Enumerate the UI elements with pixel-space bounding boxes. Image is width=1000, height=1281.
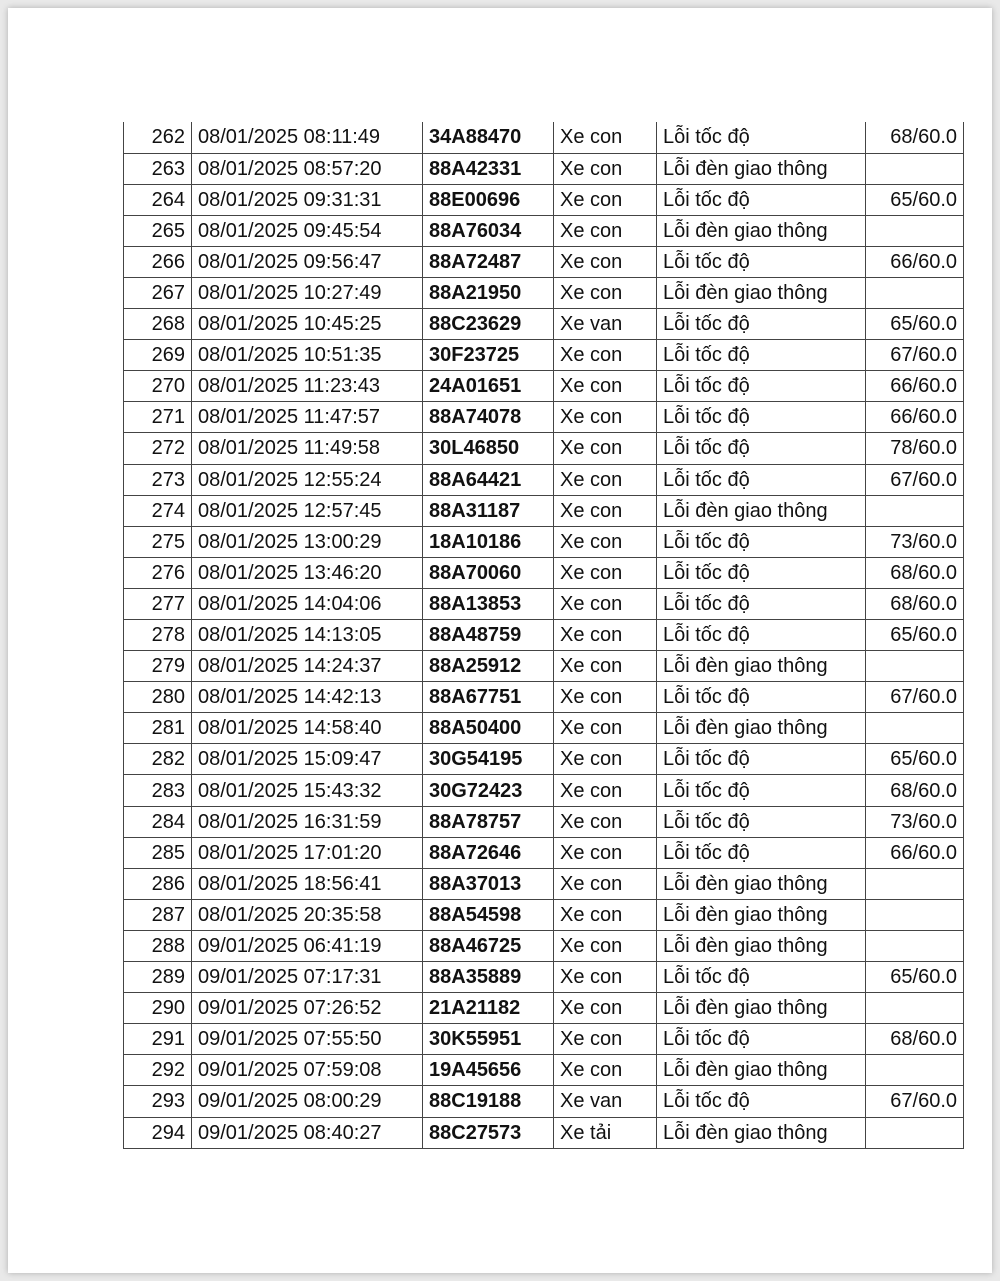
violation-type: Lỗi tốc độ (657, 526, 866, 557)
violation-time: 08/01/2025 15:09:47 (192, 744, 423, 775)
row-number: 274 (124, 495, 192, 526)
table-row (124, 837, 964, 868)
vehicle-type: Xe con (554, 371, 657, 402)
violation-time: 08/01/2025 14:13:05 (192, 620, 423, 651)
speed-reading (866, 651, 964, 682)
row-number: 292 (124, 1055, 192, 1086)
row-number: 268 (124, 309, 192, 340)
vehicle-type: Xe con (554, 713, 657, 744)
vehicle-type: Xe tải (554, 1117, 657, 1148)
violation-time: 08/01/2025 08:11:49 (192, 122, 423, 153)
violation-time: 09/01/2025 08:00:29 (192, 1086, 423, 1117)
violation-time: 08/01/2025 10:51:35 (192, 340, 423, 371)
table-row (124, 775, 964, 806)
table-row (124, 620, 964, 651)
license-plate: 88A76034 (423, 215, 554, 246)
vehicle-type: Xe con (554, 122, 657, 153)
violation-time: 08/01/2025 16:31:59 (192, 806, 423, 837)
violation-type: Lỗi tốc độ (657, 371, 866, 402)
vehicle-type: Xe con (554, 1055, 657, 1086)
speed-reading: 65/60.0 (866, 309, 964, 340)
table-row (124, 433, 964, 464)
license-plate: 30G72423 (423, 775, 554, 806)
violation-type: Lỗi đèn giao thông (657, 930, 866, 961)
table-row (124, 464, 964, 495)
speed-reading (866, 993, 964, 1024)
violation-time: 08/01/2025 09:31:31 (192, 184, 423, 215)
violation-time: 08/01/2025 12:57:45 (192, 495, 423, 526)
violation-time: 08/01/2025 20:35:58 (192, 899, 423, 930)
violation-time: 08/01/2025 11:47:57 (192, 402, 423, 433)
license-plate: 88A72646 (423, 837, 554, 868)
table-row (124, 744, 964, 775)
row-number: 264 (124, 184, 192, 215)
license-plate: 88A37013 (423, 868, 554, 899)
speed-reading: 73/60.0 (866, 806, 964, 837)
violation-time: 08/01/2025 09:45:54 (192, 215, 423, 246)
license-plate: 88A46725 (423, 930, 554, 961)
violation-time: 08/01/2025 14:58:40 (192, 713, 423, 744)
vehicle-type: Xe con (554, 868, 657, 899)
license-plate: 88A31187 (423, 495, 554, 526)
violation-type: Lỗi đèn giao thông (657, 868, 866, 899)
vehicle-type: Xe con (554, 215, 657, 246)
table-row (124, 993, 964, 1024)
table-row (124, 557, 964, 588)
vehicle-type: Xe con (554, 1024, 657, 1055)
vehicle-type: Xe con (554, 184, 657, 215)
violation-type: Lỗi tốc độ (657, 122, 866, 153)
violation-type: Lỗi tốc độ (657, 588, 866, 619)
license-plate: 88A42331 (423, 153, 554, 184)
violation-table (123, 122, 964, 1149)
speed-reading: 67/60.0 (866, 464, 964, 495)
violation-type: Lỗi đèn giao thông (657, 713, 866, 744)
license-plate: 24A01651 (423, 371, 554, 402)
license-plate: 88E00696 (423, 184, 554, 215)
speed-reading: 67/60.0 (866, 682, 964, 713)
speed-reading: 65/60.0 (866, 620, 964, 651)
violation-type: Lỗi tốc độ (657, 1086, 866, 1117)
vehicle-type: Xe con (554, 744, 657, 775)
violation-time: 08/01/2025 14:24:37 (192, 651, 423, 682)
row-number: 284 (124, 806, 192, 837)
row-number: 293 (124, 1086, 192, 1117)
violation-time: 08/01/2025 18:56:41 (192, 868, 423, 899)
table-row (124, 309, 964, 340)
speed-reading: 68/60.0 (866, 557, 964, 588)
row-number: 282 (124, 744, 192, 775)
table-row (124, 868, 964, 899)
license-plate: 30F23725 (423, 340, 554, 371)
table-row (124, 588, 964, 619)
violation-type: Lỗi đèn giao thông (657, 277, 866, 308)
violation-time: 08/01/2025 08:57:20 (192, 153, 423, 184)
row-number: 271 (124, 402, 192, 433)
violation-time: 08/01/2025 15:43:32 (192, 775, 423, 806)
table-row (124, 340, 964, 371)
row-number: 262 (124, 122, 192, 153)
row-number: 281 (124, 713, 192, 744)
table-row (124, 526, 964, 557)
speed-reading: 66/60.0 (866, 246, 964, 277)
violation-type: Lỗi đèn giao thông (657, 153, 866, 184)
license-plate: 88A64421 (423, 464, 554, 495)
violation-type: Lỗi đèn giao thông (657, 495, 866, 526)
license-plate: 88A72487 (423, 246, 554, 277)
vehicle-type: Xe con (554, 993, 657, 1024)
violation-type: Lỗi tốc độ (657, 682, 866, 713)
row-number: 287 (124, 899, 192, 930)
row-number: 269 (124, 340, 192, 371)
license-plate: 88A25912 (423, 651, 554, 682)
license-plate: 88A50400 (423, 713, 554, 744)
vehicle-type: Xe con (554, 588, 657, 619)
vehicle-type: Xe con (554, 682, 657, 713)
license-plate: 30K55951 (423, 1024, 554, 1055)
table-row (124, 713, 964, 744)
violation-time: 08/01/2025 10:45:25 (192, 309, 423, 340)
violation-time: 08/01/2025 13:00:29 (192, 526, 423, 557)
table-row (124, 246, 964, 277)
vehicle-type: Xe con (554, 775, 657, 806)
speed-reading: 73/60.0 (866, 526, 964, 557)
row-number: 280 (124, 682, 192, 713)
speed-reading (866, 899, 964, 930)
license-plate: 88A70060 (423, 557, 554, 588)
row-number: 286 (124, 868, 192, 899)
violation-type: Lỗi tốc độ (657, 1024, 866, 1055)
violation-type: Lỗi tốc độ (657, 744, 866, 775)
table-row (124, 962, 964, 993)
speed-reading (866, 495, 964, 526)
speed-reading: 68/60.0 (866, 1024, 964, 1055)
row-number: 266 (124, 246, 192, 277)
violation-type: Lỗi tốc độ (657, 402, 866, 433)
violation-type: Lỗi đèn giao thông (657, 1055, 866, 1086)
violation-type: Lỗi tốc độ (657, 340, 866, 371)
violation-type: Lỗi đèn giao thông (657, 899, 866, 930)
violation-type: Lỗi đèn giao thông (657, 993, 866, 1024)
violation-type: Lỗi tốc độ (657, 806, 866, 837)
vehicle-type: Xe con (554, 340, 657, 371)
table-row (124, 215, 964, 246)
vehicle-type: Xe con (554, 837, 657, 868)
violation-time: 09/01/2025 07:55:50 (192, 1024, 423, 1055)
row-number: 288 (124, 930, 192, 961)
table-row (124, 806, 964, 837)
violation-type: Lỗi tốc độ (657, 246, 866, 277)
license-plate: 88A54598 (423, 899, 554, 930)
table-row (124, 930, 964, 961)
violation-type: Lỗi tốc độ (657, 309, 866, 340)
license-plate: 19A45656 (423, 1055, 554, 1086)
speed-reading (866, 930, 964, 961)
violation-time: 08/01/2025 11:49:58 (192, 433, 423, 464)
speed-reading (866, 153, 964, 184)
speed-reading: 66/60.0 (866, 402, 964, 433)
table-row (124, 277, 964, 308)
violation-type: Lỗi đèn giao thông (657, 651, 866, 682)
vehicle-type: Xe con (554, 899, 657, 930)
vehicle-type: Xe con (554, 433, 657, 464)
violation-type: Lỗi tốc độ (657, 620, 866, 651)
license-plate: 88A21950 (423, 277, 554, 308)
violation-time: 09/01/2025 08:40:27 (192, 1117, 423, 1148)
table-row (124, 153, 964, 184)
license-plate: 18A10186 (423, 526, 554, 557)
vehicle-type: Xe con (554, 246, 657, 277)
violation-type: Lỗi đèn giao thông (657, 215, 866, 246)
row-number: 272 (124, 433, 192, 464)
row-number: 283 (124, 775, 192, 806)
license-plate: 88A35889 (423, 962, 554, 993)
license-plate: 30L46850 (423, 433, 554, 464)
violation-type: Lỗi tốc độ (657, 557, 866, 588)
speed-reading: 65/60.0 (866, 744, 964, 775)
table-row (124, 682, 964, 713)
row-number: 290 (124, 993, 192, 1024)
violation-type: Lỗi tốc độ (657, 433, 866, 464)
vehicle-type: Xe con (554, 930, 657, 961)
license-plate: 88C23629 (423, 309, 554, 340)
table-row (124, 1024, 964, 1055)
violation-type: Lỗi tốc độ (657, 775, 866, 806)
row-number: 267 (124, 277, 192, 308)
vehicle-type: Xe con (554, 526, 657, 557)
violation-time: 08/01/2025 10:27:49 (192, 277, 423, 308)
speed-reading (866, 277, 964, 308)
violation-type: Lỗi tốc độ (657, 184, 866, 215)
violation-type: Lỗi tốc độ (657, 962, 866, 993)
license-plate: 34A88470 (423, 122, 554, 153)
row-number: 275 (124, 526, 192, 557)
violation-time: 09/01/2025 07:26:52 (192, 993, 423, 1024)
vehicle-type: Xe con (554, 495, 657, 526)
speed-reading (866, 868, 964, 899)
violation-time: 09/01/2025 07:17:31 (192, 962, 423, 993)
table-row (124, 899, 964, 930)
table-row (124, 1055, 964, 1086)
table-row (124, 495, 964, 526)
violation-time: 08/01/2025 17:01:20 (192, 837, 423, 868)
table-row (124, 651, 964, 682)
license-plate: 21A21182 (423, 993, 554, 1024)
speed-reading (866, 713, 964, 744)
row-number: 270 (124, 371, 192, 402)
violation-time: 08/01/2025 13:46:20 (192, 557, 423, 588)
row-number: 278 (124, 620, 192, 651)
license-plate: 88A74078 (423, 402, 554, 433)
vehicle-type: Xe con (554, 962, 657, 993)
violation-type: Lỗi tốc độ (657, 464, 866, 495)
row-number: 294 (124, 1117, 192, 1148)
violation-time: 09/01/2025 07:59:08 (192, 1055, 423, 1086)
speed-reading: 67/60.0 (866, 1086, 964, 1117)
row-number: 276 (124, 557, 192, 588)
row-number: 279 (124, 651, 192, 682)
vehicle-type: Xe con (554, 153, 657, 184)
row-number: 277 (124, 588, 192, 619)
violation-table-body (124, 122, 964, 1148)
violation-time: 08/01/2025 14:04:06 (192, 588, 423, 619)
row-number: 289 (124, 962, 192, 993)
license-plate: 88C27573 (423, 1117, 554, 1148)
table-row (124, 1117, 964, 1148)
license-plate: 88A67751 (423, 682, 554, 713)
row-number: 263 (124, 153, 192, 184)
vehicle-type: Xe van (554, 1086, 657, 1117)
vehicle-type: Xe con (554, 651, 657, 682)
speed-reading (866, 1117, 964, 1148)
vehicle-type: Xe con (554, 277, 657, 308)
license-plate: 88A13853 (423, 588, 554, 619)
vehicle-type: Xe van (554, 309, 657, 340)
violation-time: 09/01/2025 06:41:19 (192, 930, 423, 961)
speed-reading: 78/60.0 (866, 433, 964, 464)
license-plate: 30G54195 (423, 744, 554, 775)
violation-type: Lỗi tốc độ (657, 837, 866, 868)
table-row (124, 371, 964, 402)
violation-type: Lỗi đèn giao thông (657, 1117, 866, 1148)
table-row (124, 184, 964, 215)
speed-reading: 66/60.0 (866, 837, 964, 868)
speed-reading: 67/60.0 (866, 340, 964, 371)
speed-reading (866, 215, 964, 246)
vehicle-type: Xe con (554, 620, 657, 651)
speed-reading: 65/60.0 (866, 184, 964, 215)
vehicle-type: Xe con (554, 464, 657, 495)
speed-reading: 66/60.0 (866, 371, 964, 402)
speed-reading (866, 1055, 964, 1086)
row-number: 265 (124, 215, 192, 246)
row-number: 285 (124, 837, 192, 868)
table-row (124, 122, 964, 153)
vehicle-type: Xe con (554, 806, 657, 837)
table-row (124, 402, 964, 433)
vehicle-type: Xe con (554, 557, 657, 588)
license-plate: 88C19188 (423, 1086, 554, 1117)
speed-reading: 68/60.0 (866, 775, 964, 806)
document-page (8, 8, 992, 1273)
violation-time: 08/01/2025 14:42:13 (192, 682, 423, 713)
table-row (124, 1086, 964, 1117)
license-plate: 88A78757 (423, 806, 554, 837)
violation-time: 08/01/2025 12:55:24 (192, 464, 423, 495)
row-number: 291 (124, 1024, 192, 1055)
row-number: 273 (124, 464, 192, 495)
speed-reading: 68/60.0 (866, 588, 964, 619)
vehicle-type: Xe con (554, 402, 657, 433)
speed-reading: 65/60.0 (866, 962, 964, 993)
violation-time: 08/01/2025 11:23:43 (192, 371, 423, 402)
license-plate: 88A48759 (423, 620, 554, 651)
speed-reading: 68/60.0 (866, 122, 964, 153)
violation-time: 08/01/2025 09:56:47 (192, 246, 423, 277)
